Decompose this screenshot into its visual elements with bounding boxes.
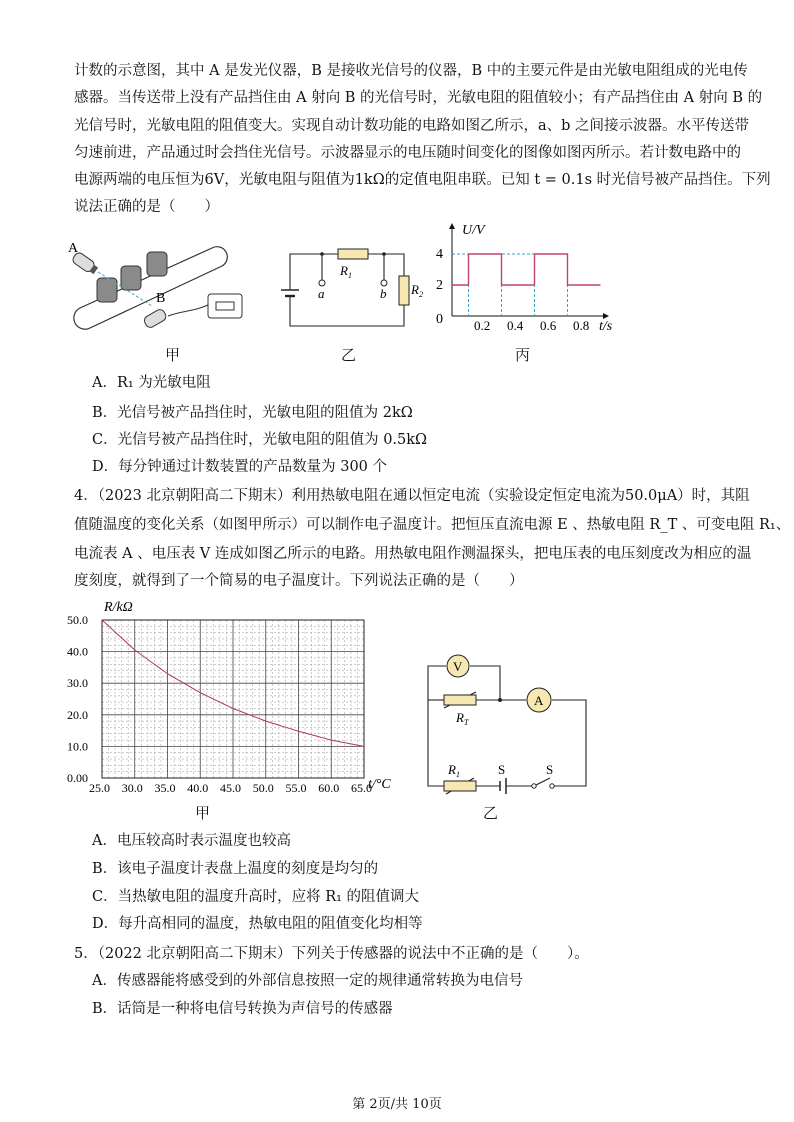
bing-xtick-0.2: 0.2: [474, 318, 491, 333]
q5-option-a: A．传感器能将感受到的外部信息按照一定的规律通常转换为电信号: [92, 973, 523, 989]
y-tick-label: 50.0: [67, 613, 88, 627]
y-tick-label: 20.0: [67, 707, 88, 722]
label-r2: $R_2$: [411, 282, 423, 299]
y-tick-label: 30.0: [67, 676, 88, 691]
label-b: B: [156, 291, 166, 306]
bing-xtick-0.8: 0.8: [573, 318, 590, 333]
bing-xlabel: t/s: [599, 319, 613, 334]
x-tick-label: 50.0: [252, 781, 274, 795]
q4-line-2: 值随温度的变化关系（如图甲所示）可以制作电子温度计。把恒压直流电源 E 、热敏电阻 R_T 、可变电阻 R₁、: [74, 517, 791, 533]
q4-line-4: 度刻度，就得到了一个简易的电子温度计。下列说法正确的是（ ）: [74, 573, 524, 589]
q3-line-2: 感器。当传送带上没有产品挡住由 A 射向 B 的光信号时，光敏电阻的阻值较小；有产品挡住由 A 射向 B 的: [74, 90, 763, 106]
q3-line-6: 说法正确的是（ ）: [74, 199, 219, 215]
q3-option-a: A．R₁ 为光敏电阻: [92, 375, 211, 391]
q4-option-a: A．电压较高时表示温度也较高: [92, 833, 291, 849]
voltmeter-label: V: [453, 659, 463, 674]
q5-stem: 5．（2022 北京朝阳高二下期末）下列关于传感器的说法中不正确的是（ ）。: [74, 946, 589, 962]
fig-caption-bing: 丙: [515, 346, 531, 364]
graph-caption-jia: 甲: [195, 804, 211, 822]
q3-option-c: C．光信号被产品挡住时，光敏电阻的阻值为 0.5kΩ: [92, 432, 428, 448]
y-tick-label: 10.0: [67, 739, 88, 754]
x-tick-label: 35.0: [154, 781, 176, 795]
q5-option-b: B．话筒是一种将电信号转换为声信号的传感器: [92, 1001, 393, 1017]
page-footer: 第 2页/共 10页: [352, 1097, 442, 1112]
q3-figure-jia: [64, 232, 254, 347]
q3-option-b: B．光信号被产品挡住时，光敏电阻的阻值为 2kΩ: [92, 405, 413, 421]
q4-option-c: C．当热敏电阻的温度升高时，应将 R₁ 的阻值调大: [92, 889, 420, 905]
graph-xlabel: t/°C: [368, 777, 391, 792]
x-tick-label: 60.0: [318, 781, 340, 795]
label-rt: $R_T$: [456, 710, 469, 727]
label-s-battery: S: [498, 762, 506, 777]
bing-ylabel: U/V: [462, 223, 485, 238]
q4-option-b: B．该电子温度计表盘上温度的刻度是均匀的: [92, 861, 379, 877]
q3-line-4: 匀速前进，产品通过时会挡住光信号。示波器显示的电压随时间变化的图像如图丙所示。若计数电路中的: [74, 145, 741, 161]
x-tick-label: 40.0: [187, 781, 209, 795]
x-tick-label: 30.0: [121, 781, 143, 795]
q4-graph-jia: [66, 596, 406, 796]
label-s-switch: S: [546, 762, 554, 777]
y-tick-label: 40.0: [67, 644, 88, 659]
label-r1-q4: $R_1$: [448, 762, 460, 779]
bing-ytick-4: 4: [436, 247, 443, 262]
y-tick-label: 0.00: [67, 771, 88, 785]
circuit-caption-yi: 乙: [483, 804, 499, 822]
fig-caption-yi: 乙: [341, 346, 357, 364]
label-a: A: [68, 241, 79, 256]
ammeter-label: A: [534, 693, 544, 708]
x-tick-label: 45.0: [220, 781, 241, 795]
q3-line-5: 电源两端的电压恒为6V，光敏电阻与阻值为1kΩ的定值电阻串联。已知 t = 0.1s 时光信号被产品挡住。下列: [74, 172, 771, 188]
q4-option-d: D．每升高相同的温度，热敏电阻的阻值变化均相等: [92, 916, 423, 932]
bing-xtick-0.6: 0.6: [540, 318, 557, 333]
q4-line-1: 4．（2023 北京朝阳高二下期末）利用热敏电阻在通以恒定电流（实验设定恒定电流为50.0μA）时，其阻: [74, 488, 750, 504]
fig-caption-jia: 甲: [165, 346, 181, 364]
bing-xtick-0.4: 0.4: [507, 318, 524, 333]
u-t-series-line: [452, 254, 601, 285]
label-r1: $R_1$: [340, 263, 352, 280]
q3-line-3: 光信号时，光敏电阻的阻值变大。实现自动计数功能的电路如图乙所示，a、b 之间接示波器。水平传送带: [74, 118, 750, 134]
x-tick-label: 55.0: [285, 781, 307, 795]
q3-line-1: 计数的示意图，其中 A 是发光仪器，B 是接收光信号的仪器，B 中的主要元件是由光敏电阻组成的光电传: [74, 63, 748, 79]
label-terminal-a: a: [318, 286, 325, 301]
q3-figure-yi: [278, 240, 423, 335]
graph-ylabel: R/kΩ: [104, 600, 133, 615]
label-terminal-b: b: [380, 286, 387, 301]
q4-circuit-yi: [414, 650, 594, 790]
q3-option-d: D．每分钟通过计数装置的产品数量为 300 个: [92, 459, 388, 475]
q4-line-3: 电流表 A 、电压表 V 连成如图乙所示的电路。用热敏电阻作测温探头，把电压表的电压刻度改为相应的温: [74, 546, 752, 562]
x-tick-label: 65.0: [351, 781, 372, 795]
q3-figure-bing: [436, 218, 626, 336]
bing-ytick-2: 2: [436, 278, 443, 293]
origin-label: 0: [436, 312, 443, 327]
x-tick-label: 25.0: [89, 781, 110, 795]
